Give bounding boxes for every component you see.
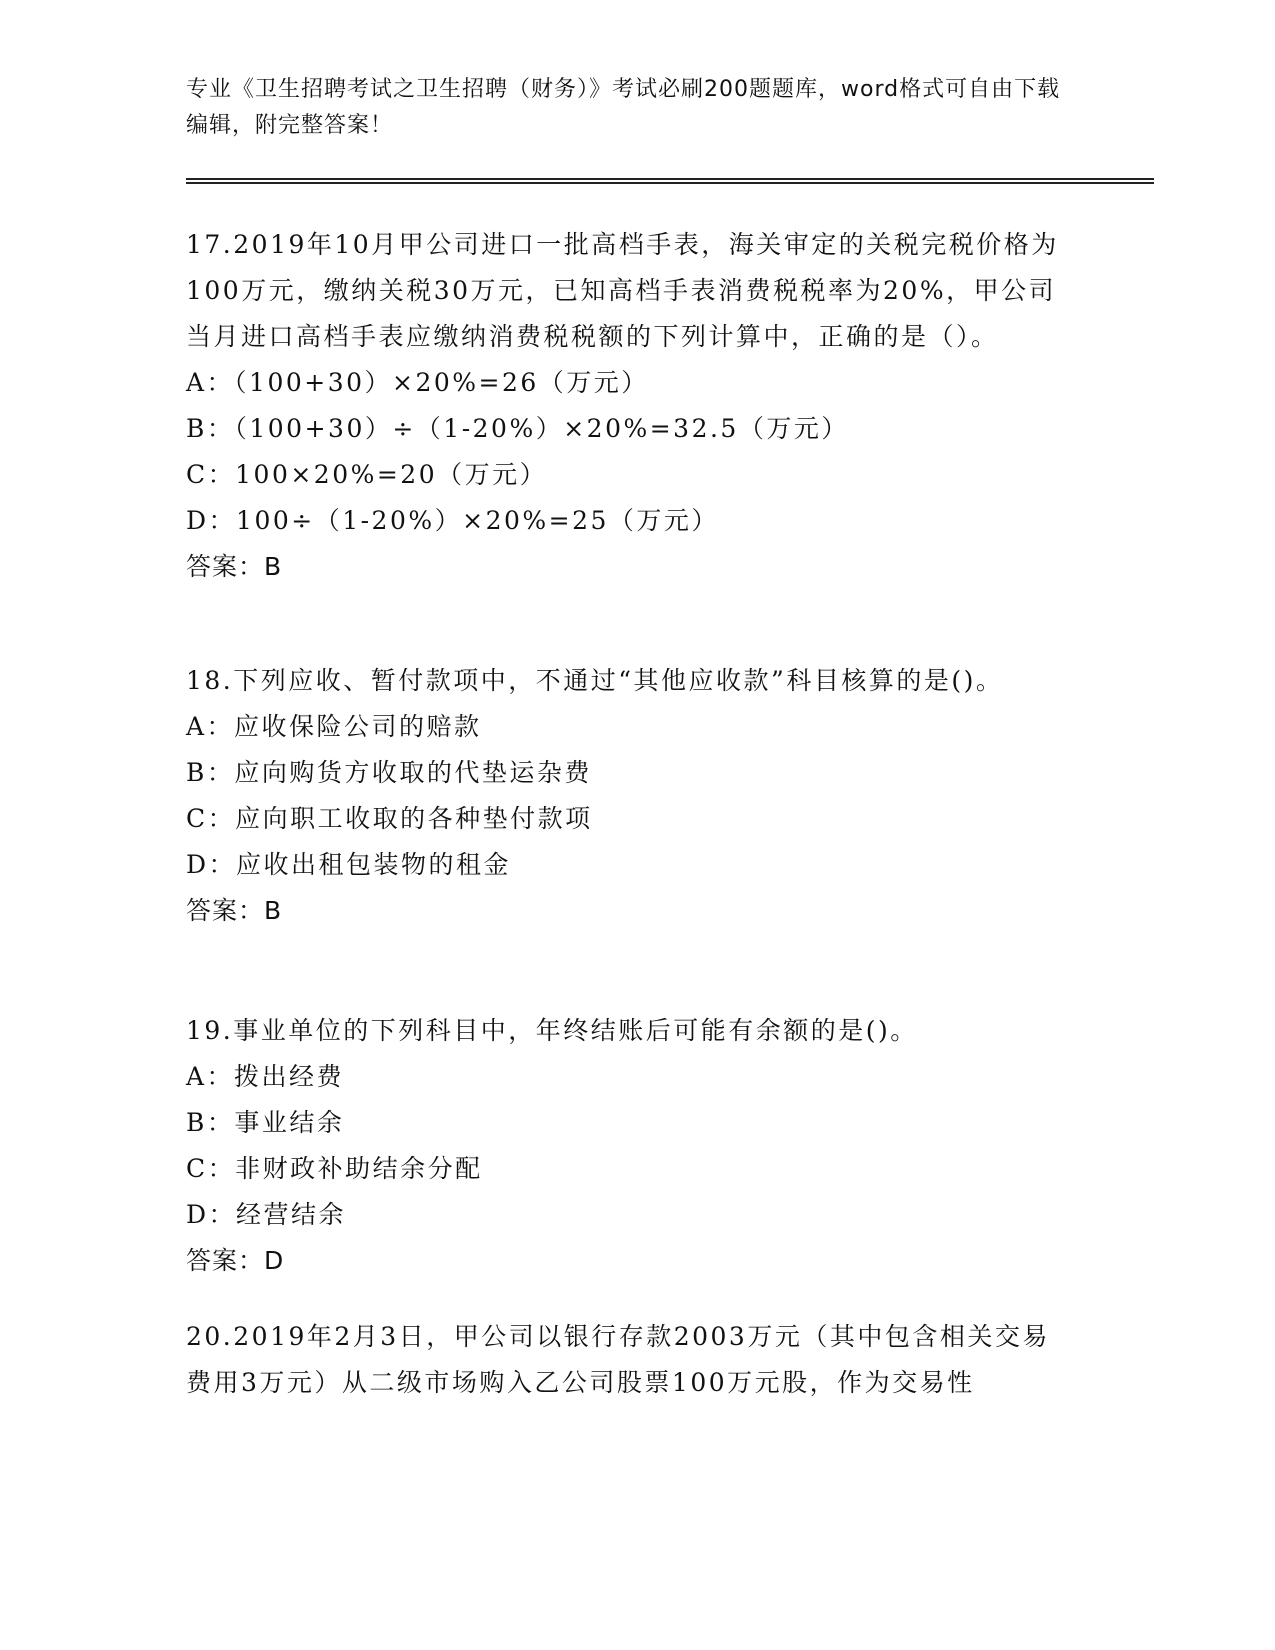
option-b: B：事业结余 [186,1108,345,1137]
option-d: D：经营结余 [186,1200,347,1229]
option-c: C：非财政补助结余分配 [186,1154,483,1183]
question-17 [186,222,1066,590]
divider-line-top [186,178,1154,180]
answer: 答案：D [186,1246,285,1275]
option-d: D：应收出租包装物的租金 [186,850,512,879]
option-a: A：应收保险公司的赔款 [186,712,482,741]
option-a: A：（100+30）×20%=26（万元） [186,368,649,397]
header-divider [186,178,1154,184]
answer: 答案：B [186,896,283,925]
question-19 [186,1008,1066,1284]
option-c: C：应向职工收取的各种垫付款项 [186,804,593,833]
question-18 [186,658,1066,934]
answer: 答案：B [186,552,283,581]
question-text: 17.2019年10月甲公司进口一批高档手表，海关审定的关税完税价格为100万元，缴纳关税30万元，已知高档手表消费税税率为20%，甲公司当月进口高档手表应缴纳消费税税额的下列计算中，正确的是（）。 [186,230,1059,351]
question-text: 18.下列应收、暂付款项中，不通过“其他应收款”科目核算的是()。 [186,666,1004,695]
document-header: 专业《卫生招聘考试之卫生招聘（财务）》考试必刷200题题库，word格式可自由下载编辑，附完整答案！ [186,77,1061,138]
question-text: 19.事业单位的下列科目中，年终结账后可能有余额的是()。 [186,1016,918,1045]
question-20 [186,1314,1066,1406]
option-a: A：拨出经费 [186,1062,345,1091]
question-text: 20.2019年2月3日，甲公司以银行存款2003万元（其中包含相关交易费用3万元）从二级市场购入乙公司股票100万元股，作为交易性 [186,1322,1050,1397]
option-c: C：100×20%=20（万元） [186,460,548,489]
divider-line-bottom [186,182,1154,184]
option-d: D：100÷（1-20%）×20%=25（万元） [186,506,719,535]
option-b: B：应向购货方收取的代垫运杂费 [186,758,592,787]
option-b: B：（100+30）÷（1-20%）×20%=32.5（万元） [186,414,849,443]
